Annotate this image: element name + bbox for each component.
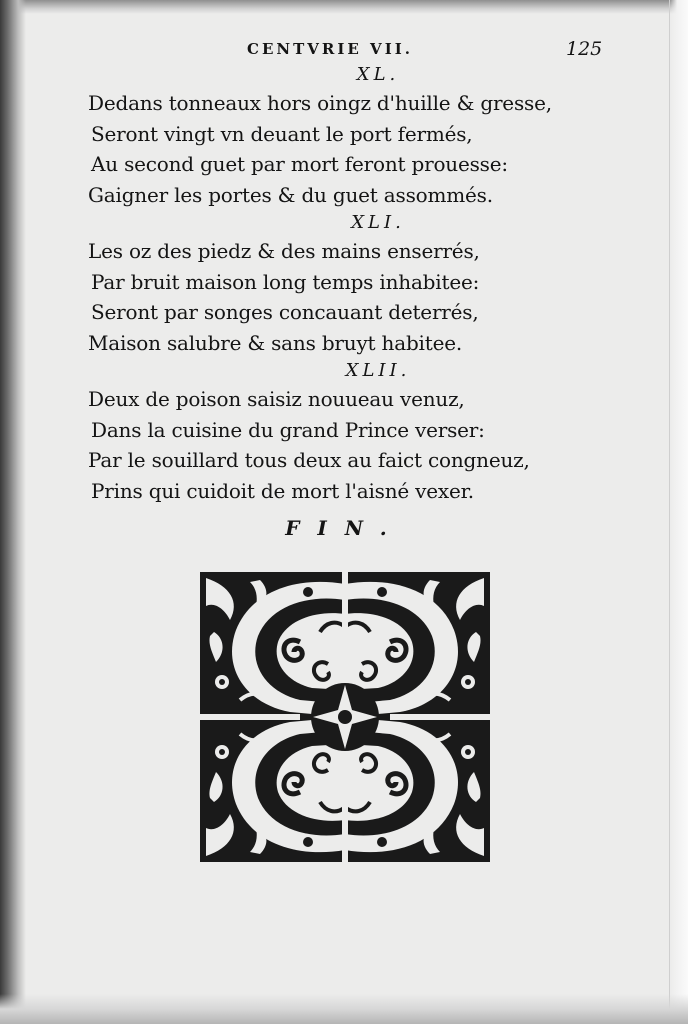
scan-edge-right <box>669 0 688 1024</box>
quatrain-42 <box>88 358 628 506</box>
verse-line: Par bruit maison long temps inhabitee: <box>91 269 480 294</box>
verse-line: Seront vingt vn deuant le port fermés, <box>91 121 473 146</box>
page-number: 125 <box>566 38 603 60</box>
verse-line: Deux de poison saisiz nouueau venuz, <box>88 387 465 411</box>
verse-line: Maison salubre & sans bruyt habitee. <box>88 330 463 355</box>
verse-line: Dans la cuisine du grand Prince verser: <box>91 417 485 442</box>
colophon-fin: FIN. <box>285 516 405 540</box>
quatrain-number: XLII. <box>345 360 411 381</box>
verse-line: Prins qui cuidoit de mort l'aisné vexer. <box>91 478 474 503</box>
verse-line: Les oz des piedz & des mains enserrés, <box>88 239 480 263</box>
verse-line: Seront par songes concauant deterrés, <box>91 300 479 324</box>
verse-line: Gaigner les portes & du guet assommés. <box>88 182 493 207</box>
running-title: CENTVRIE VII. <box>247 40 413 58</box>
quatrain-40 <box>88 62 628 210</box>
verse-line: Par le souillard tous deux au faict congneuz, <box>88 448 530 472</box>
quatrain-list <box>88 62 628 506</box>
scan-edge-bottom <box>0 994 688 1024</box>
verse-line: Dedans tonneaux hors oingz d'huille & gresse, <box>88 91 552 115</box>
verse-line: Au second guet par mort feront prouesse: <box>91 152 508 176</box>
quatrain-41 <box>88 210 628 358</box>
scan-edge-left <box>0 0 26 1024</box>
scan-edge-top <box>0 0 688 14</box>
quatrain-number: XLI. <box>351 212 405 233</box>
quatrain-number: XL. <box>356 64 400 85</box>
fleuron-woodcut-icon <box>200 572 490 862</box>
